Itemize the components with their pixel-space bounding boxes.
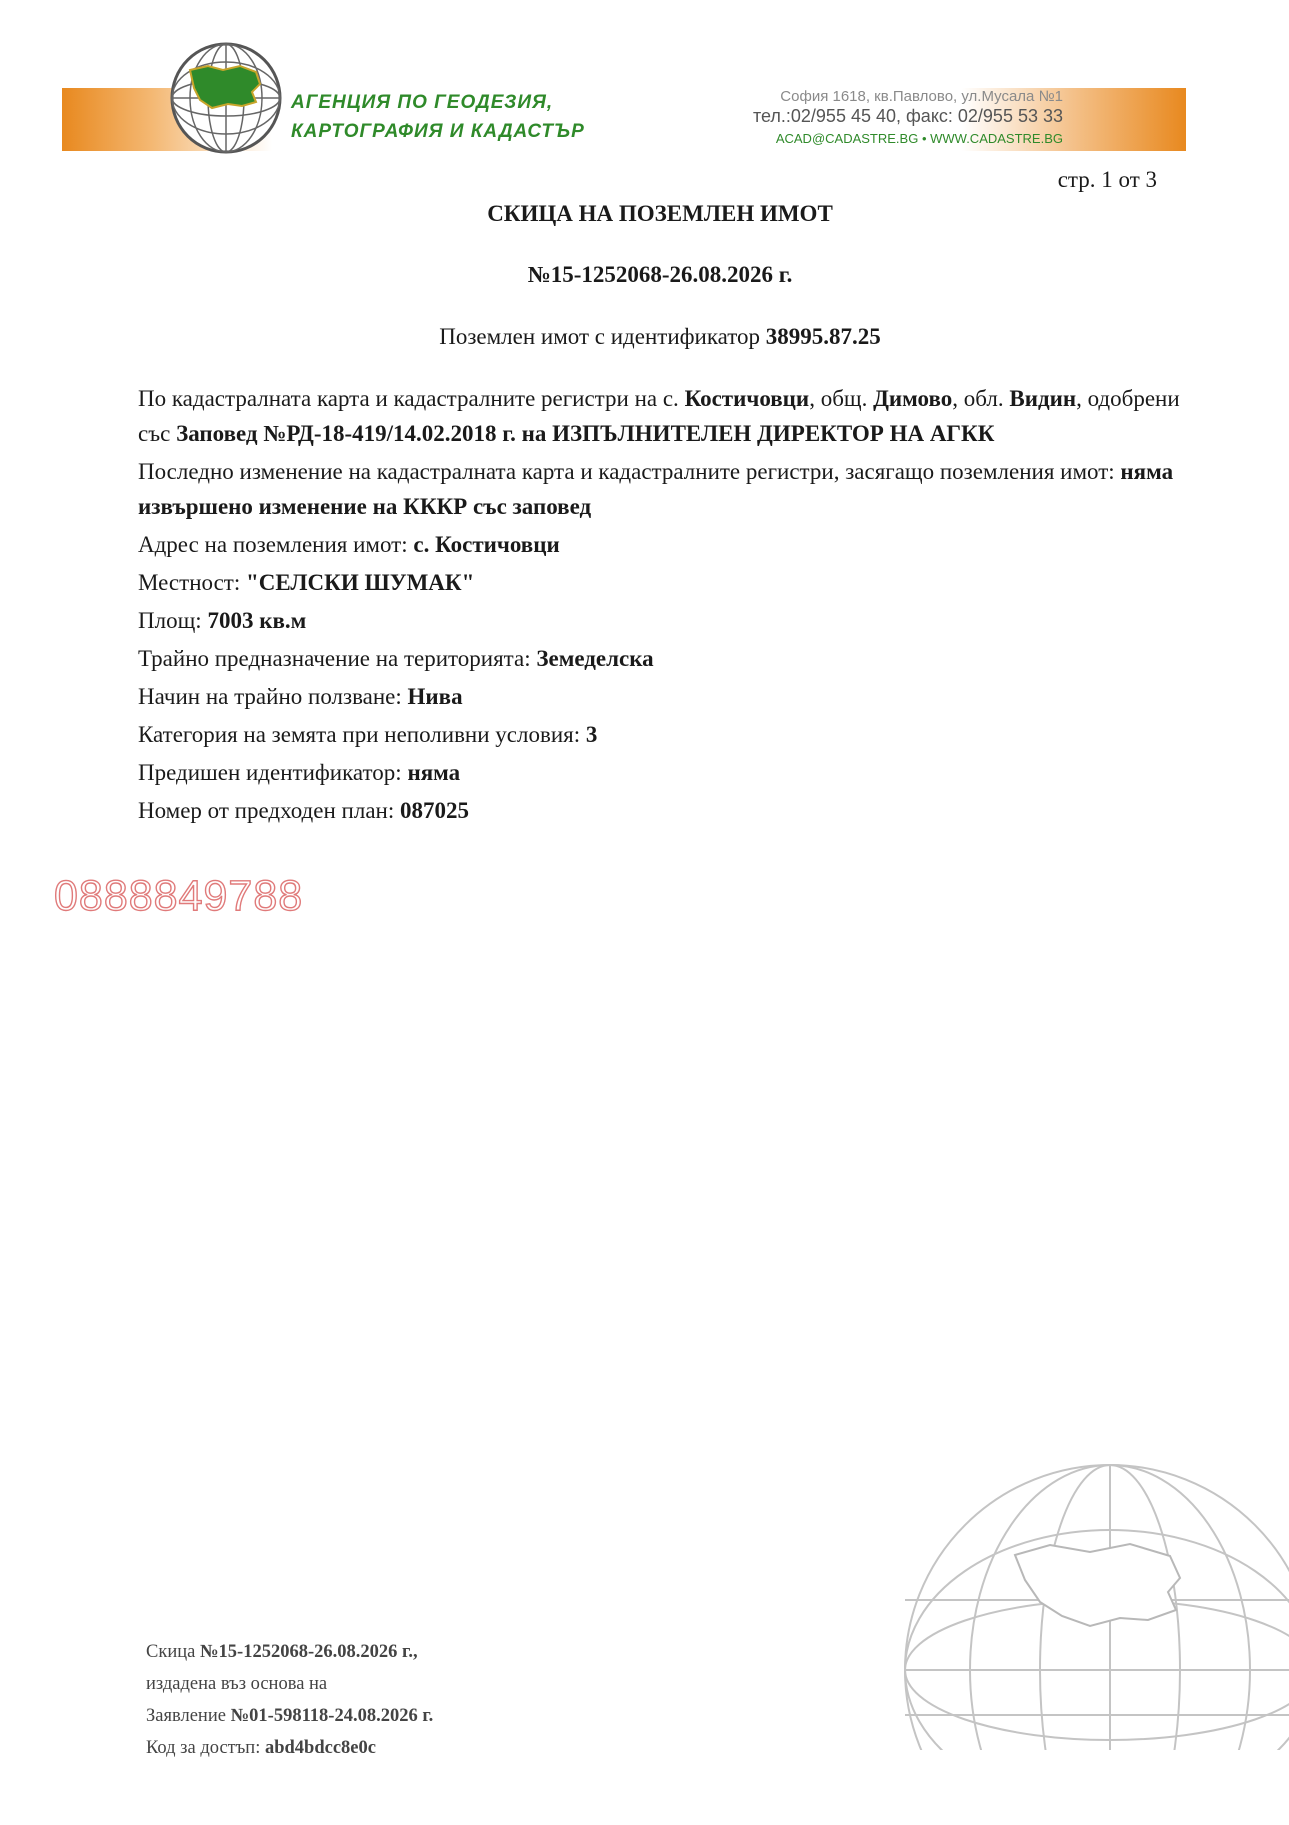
footer-label: Скица xyxy=(146,1642,200,1662)
field-value: "СЕЛСКИ ШУМАК" xyxy=(245,570,475,595)
globe-watermark-icon xyxy=(890,1460,1289,1750)
basis-sep-2: , обл. xyxy=(952,386,1010,411)
basis-order: Заповед №РД-18-419/14.02.2018 г. на ИЗПЪЛНИТЕЛЕН ДИРЕКТОР НА АГКК xyxy=(176,421,995,446)
page-number: стр. 1 от 3 xyxy=(1057,167,1157,192)
field-label: Трайно предназначение на територията: xyxy=(138,646,537,671)
field-value: няма xyxy=(407,760,461,785)
identifier-label: Поземлен имот с идентификатор xyxy=(439,324,766,349)
footer-issued-basis: издадена въз основа на xyxy=(146,1674,328,1694)
field-row xyxy=(138,755,1198,790)
basis-village: Костичовци xyxy=(684,386,810,411)
footer-value: №15-1252068-26.08.2026 г., xyxy=(199,1642,418,1662)
footer-access-code xyxy=(146,1732,433,1764)
agency-phone: тел.:02/955 45 40, факс: 02/955 53 33 xyxy=(752,106,1063,126)
field-label: Площ: xyxy=(138,608,208,633)
field-row xyxy=(138,717,1198,752)
footer-value: abd4bdcc8e0c xyxy=(264,1738,376,1758)
field-value: 087025 xyxy=(399,798,469,823)
agency-address: София 1618, кв.Павлово, ул.Мусала №1 xyxy=(780,88,1063,105)
property-details xyxy=(138,381,1198,828)
field-value: Нива xyxy=(407,684,463,709)
field-label: Начин на трайно ползване: xyxy=(138,684,408,709)
field-row xyxy=(138,603,1198,638)
watermark-phone-number: 0888849788 xyxy=(54,872,304,920)
identifier-value: 38995.87.25 xyxy=(765,324,881,349)
agency-web: ACAD@CADASTRE.BG • WWW.CADASTRE.BG xyxy=(775,131,1063,146)
agency-name-line-1: АГЕНЦИЯ ПО ГЕОДЕЗИЯ, xyxy=(291,92,554,113)
footer-application xyxy=(146,1700,433,1732)
field-row xyxy=(138,641,1198,676)
field-label: Адрес на поземления имот: xyxy=(138,532,414,557)
field-value: Земеделска xyxy=(536,646,654,671)
globe-with-bulgaria-map-icon xyxy=(168,40,284,156)
basis-sep-1: , общ. xyxy=(809,386,874,411)
field-label: Предишен идентификатор: xyxy=(138,760,408,785)
field-label: Местност: xyxy=(138,570,246,595)
field-value: с. Костичовци xyxy=(413,532,560,557)
field-row xyxy=(138,679,1198,714)
field-row xyxy=(138,565,1198,600)
basis-prefix: По кадастралната карта и кадастралните регистри на с. xyxy=(138,386,685,411)
footer-info xyxy=(146,1636,433,1764)
last-change xyxy=(138,454,1198,524)
field-label: Номер от предходен план: xyxy=(138,798,400,823)
last-change-value: няма извършено изменение на КККР със заповед xyxy=(138,459,1174,519)
field-value: 7003 кв.м xyxy=(207,608,307,633)
last-change-label: Последно изменение на кадастралната карта и кадастралните регистри, засягащо поземления имот: xyxy=(138,459,1121,484)
field-row xyxy=(138,527,1198,562)
footer-label: Код за достъп: xyxy=(146,1738,265,1758)
footer-sketch-number xyxy=(146,1636,433,1668)
field-row xyxy=(138,793,1198,828)
document-number: №15-1252068-26.08.2026 г. xyxy=(527,262,793,287)
field-label: Категория на земята при неполивни условия: xyxy=(138,722,586,747)
document-title: СКИЦА НА ПОЗЕМЛЕН ИМОТ xyxy=(487,201,833,226)
basis-sep-3: , одобрени със xyxy=(138,386,1180,446)
basis-region: Видин xyxy=(1009,386,1077,411)
identifier-line xyxy=(0,324,1289,350)
cadastral-basis xyxy=(138,381,1198,451)
footer-label: Заявление xyxy=(146,1706,231,1726)
basis-municipality: Димово xyxy=(873,386,953,411)
field-value: 3 xyxy=(585,722,598,747)
footer-value: №01-598118-24.08.2026 г. xyxy=(230,1706,434,1726)
agency-name-line-2: КАРТОГРАФИЯ И КАДАСТЪР xyxy=(291,121,585,142)
